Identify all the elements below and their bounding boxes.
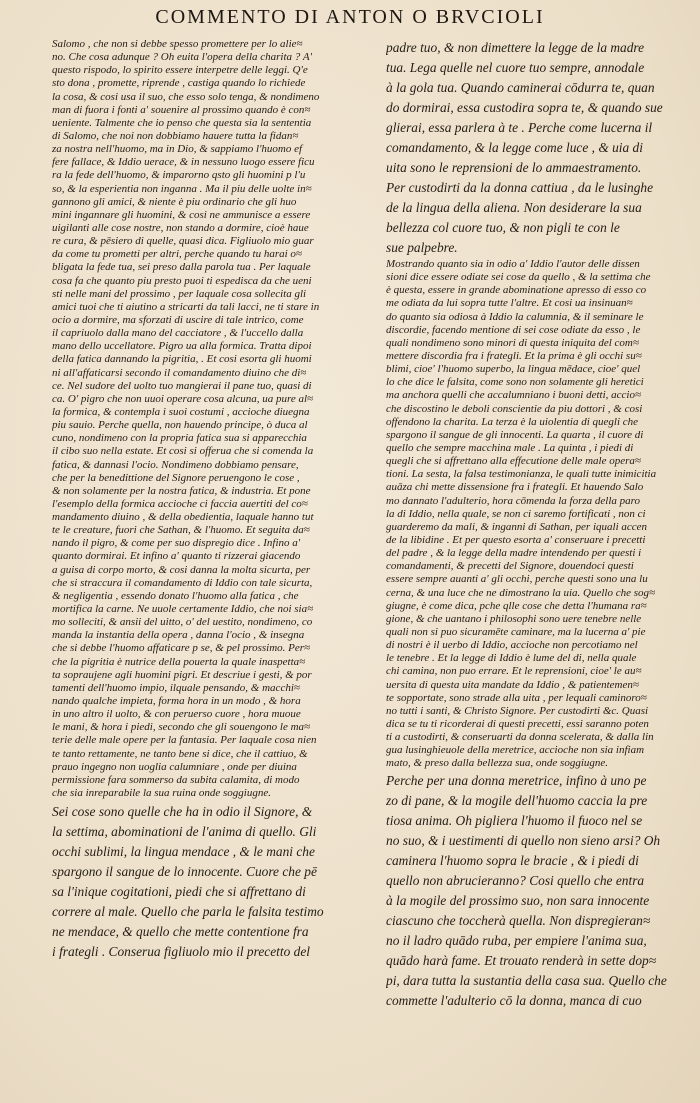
- commentary-line: in uno altro il uolto, & con peruerso cuore , hora muoue: [52, 708, 301, 721]
- commentary-line: gua lusinghieuole della meretrice, accioche non sia infiam: [386, 744, 645, 757]
- commentary-line: che si debbe l'huomo affaticare p se, & pel prossimo. Per≈: [52, 642, 311, 655]
- scripture-line: commette l'adulterio cō la donna, manca di cuo: [386, 993, 642, 1009]
- scripture-line: no suo, & i uestimenti di quello non sieno arsi? Oh: [386, 833, 661, 849]
- commentary-line: te le creature, fuori che Sathan, & l'huomo. Et seguita da≈: [52, 524, 310, 537]
- left-column: [52, 38, 364, 1078]
- commentary-line: so, & la esperientia non inganna . Ma il piu delle uolte in≈: [52, 182, 312, 195]
- commentary-line: del padre , & la legge della madre intendendo per questi i: [386, 547, 642, 560]
- scripture-line: tiosa anima. Oh pigliera l'huomo il fuoco nel se: [386, 813, 643, 829]
- commentary-line: quali non si puo sicuramēte caminare, ma la lucerna a' pie: [386, 625, 646, 638]
- commentary-line: mo solleciti, & ansii del uitto, o' del uestito, nondimeno, co: [52, 616, 313, 629]
- commentary-line: quello che sempre macchina male . La quinta , i piedi di: [386, 441, 634, 454]
- commentary-line: ma anchora quelli che accalumniano i buoni detti, accio≈: [386, 389, 642, 402]
- commentary-line: prauo ingegno non uoglia calumniare , onde per diuina: [52, 760, 297, 773]
- commentary-line: ni all'affaticarsi secondo il comandamento diuino che di≈: [52, 366, 307, 379]
- commentary-line: ocio a dormire, ma sforzati di uscire di tale intrico, come: [52, 313, 304, 326]
- commentary-line: offendono la charita. La terza è la uiolentia di quegli che: [386, 415, 639, 428]
- scripture-line: la settima, abominationi de l'anima di quello. Gli: [52, 824, 317, 840]
- commentary-line: gione, & che uantano i philosophi sono uere tenebre nelle: [386, 612, 642, 625]
- commentary-line: uigilanti alle cose nostre, non stando a dormire, cioè haue: [52, 221, 309, 234]
- commentary-line: lo che dice le falsita, come sono non solamente gli heretici: [386, 376, 644, 389]
- commentary-line: il capriuolo dalla mano del cacciatore , & l'uccello dalla: [52, 327, 304, 340]
- commentary-line: nando qualche impieta, forma hora in un modo , & hora: [52, 695, 301, 708]
- commentary-line: che si straccura il comandamento di Iddio con tale sicurta,: [52, 576, 313, 589]
- right-scripture-text: [386, 771, 686, 1011]
- scripture-line: correre al male. Quello che parla le falsita testimo: [52, 904, 324, 920]
- commentary-line: le mani, & hora i piedi, secondo che gli souengono le ma≈: [52, 721, 311, 734]
- commentary-line: questo rispodo, lo spirito essere interpetre delle leggi. Q'e: [52, 64, 308, 77]
- commentary-line: che discostino le deboli conscientie da piu dottori , & cosi: [386, 402, 643, 415]
- commentary-line: le tenebre . Et la legge di Iddio è lume del di, nella quale: [386, 652, 637, 665]
- scripture-line: pi, dara tutta la sustantia della casa sua. Quello che: [386, 973, 667, 989]
- commentary-line: no. Che cosa adunque ? Oh euita l'opera della charita ? A': [52, 51, 312, 64]
- commentary-line: giugne, è come dica, pche qlle cose che detta l'humana ra≈: [386, 599, 647, 612]
- commentary-line: gannono gli amici, & niente è piu ordinario che gli huo: [52, 195, 297, 208]
- commentary-line: tioni. La sesta, la falsa testimonianza, le quali tutte inimicitia: [386, 468, 657, 481]
- commentary-line: che sia inreparabile la sua ruina onde soggiugne.: [52, 787, 271, 800]
- commentary-line: bligata la fede tua, sei preso dalla parola tua . Per laquale: [52, 261, 311, 274]
- commentary-line: mato, & preso dalla bellezza sua, onde soggiugne.: [386, 757, 609, 770]
- scripture-line: Per custodirti da la donna cattiua , da le lusinghe: [386, 180, 654, 195]
- commentary-line: mini ingannare gli huomini, & cosi ne ammunisce a essere: [52, 208, 311, 221]
- commentary-line: che per la benedittione del Signore peruengono le cose ,: [52, 471, 300, 484]
- commentary-line: la di Iddio, nella quale, se non ci saremo fortificati , non ci: [386, 507, 646, 520]
- scripture-line: comandamento, & la legge come luce , & uia di: [386, 140, 643, 155]
- left-commentary-text: [52, 38, 364, 800]
- commentary-line: auāza chi mette dissensione fra i frategli. Et hauendo Salo: [386, 481, 644, 494]
- commentary-line: re cura, & pēsiero di quelle, quasi dica. Figliuolo mio guar: [52, 235, 314, 248]
- scripture-line: sa l'inique cogitationi, piedi che si affrettano di: [52, 884, 306, 900]
- commentary-line: manda la instantia della opera , danna l'ocio , & insegna: [52, 629, 305, 642]
- commentary-line: il cibo suo nella estate. Et cosi si offerua che si comenda la: [52, 445, 314, 458]
- right-column: [386, 38, 686, 1078]
- commentary-line: l'esemplo della formica accioche ci faccia auertiti del co≈: [52, 497, 308, 510]
- commentary-line: comandamenti, & precetti del Signore, douendoci questi: [386, 560, 634, 573]
- commentary-line: chi camina, non puo errare. Et le reprensioni, cioe' le au≈: [386, 665, 642, 678]
- commentary-line: cerna, & una luce che ne dimostrano la uia. Quello che sog≈: [386, 586, 656, 599]
- scripture-line: no il ladro quādo ruba, per empiere l'anima sua,: [386, 933, 647, 949]
- commentary-line: della fatica dannando la pigritia, . Et cosi esorta gli huomi: [52, 353, 312, 366]
- commentary-line: sto dona , promette, riprende , castiga quando lo richiede: [52, 77, 306, 90]
- running-header: COMMENTO DI ANTON O BRVCIOLI: [155, 6, 545, 28]
- scripture-line: do dormirai, essa custodira sopra te, & quando sue: [386, 100, 663, 115]
- commentary-line: Mostrando quanto sia in odio a' Iddio l'autor delle dissen: [386, 258, 640, 270]
- commentary-line: tamenti dell'huomo impio, ilquale pensando, & macchi≈: [52, 681, 300, 694]
- commentary-line: de la libidine . Et per questo esorta a' conseruare i precetti: [386, 533, 646, 546]
- scripture-line: occhi sublimi, la lingua mendace , & le mani che: [52, 844, 315, 860]
- commentary-line: fere fallace, & Iddio uerace, & in nessuno luogo essere ficu: [52, 156, 315, 169]
- commentary-line: za nostra nell'huomo, ma in Dio, & sappiamo l'huomo ef: [52, 143, 303, 156]
- scripture-line: sue palpebre.: [386, 240, 458, 255]
- scripture-line: caminera l'huomo sopra le bracie , & i piedi di: [386, 853, 639, 869]
- commentary-line: mortifica la carne. Ne uuole certamente Iddio, che noi sia≈: [52, 603, 314, 616]
- commentary-line: ueniente. Talmente che io penso che questa sia la sententia: [52, 116, 312, 129]
- scripture-line: quello non abrucieranno? Cosi quello che entra: [386, 873, 645, 889]
- scripture-line: Sei cose sono quelle che ha in odio il Signore, &: [52, 804, 313, 820]
- commentary-line: no tutti i santi, & Christo Signore. Per custodirti &c. Quasi: [386, 704, 649, 717]
- scripture-line: padre tuo, & non dimettere la legge de la madre: [386, 40, 645, 55]
- commentary-line: da come tu prometti per altri, perche quando tu harai o≈: [52, 248, 302, 261]
- scripture-line: uita sono le reprensioni de lo ammaestramento.: [386, 160, 642, 175]
- commentary-line: mano dello uccellatore. Pigro ua alla formica. Tratta dipoi: [52, 340, 312, 353]
- commentary-line: ti a custodirti, & conseruarti da donna scelerata, & dalla lin: [386, 731, 654, 744]
- commentary-line: è questa, essere in grande abominatione apresso di esso co: [386, 284, 647, 297]
- commentary-line: permissione fara sommerso da subita calamita, di modo: [52, 773, 300, 786]
- commentary-line: fatica, & dannasi l'ocio. Nondimeno dobbiamo pensare,: [52, 458, 299, 471]
- commentary-line: la formica, & contempla i suoi costumi , accioche diuegna: [52, 405, 310, 418]
- commentary-line: te tanto rettamente, ne tanto bene si dice, che il cattiuo, &: [52, 747, 308, 760]
- commentary-line: man di fuora i fonti a' souenire al prossimo quando è con≈: [52, 103, 311, 116]
- commentary-line: ta sopraujene agli huomini pigri. Et descriue i gesti, & por: [52, 668, 312, 681]
- commentary-line: essere sempre auanti a' gli occhi, perche questi sono una lu: [386, 573, 648, 586]
- commentary-line: cuno, nondimeno con la propria fatica sua si apparecchia: [52, 432, 307, 445]
- commentary-line: uersita di questa uita mandate da Iddio , & patientemen≈: [386, 678, 639, 691]
- commentary-line: sti nelle mani del prossimo , per laquale cosa sollecita gli: [52, 287, 307, 300]
- scripture-line: i frategli . Conserua figliuolo mio il precetto del: [52, 944, 310, 960]
- commentary-line: quali nondimeno sono minori di questa iniquita del com≈: [386, 336, 639, 349]
- commentary-line: quanto dormirai. Et infino a' quanto ti rizzerai giacendo: [52, 550, 301, 563]
- scripture-line: quādo harà fame. Et trouato renderà in sette dop≈: [386, 953, 657, 969]
- commentary-line: di nostri è il uerbo di Iddio, accioche non percotiamo nel: [386, 639, 638, 652]
- commentary-line: ra la fede dell'huomo, & imparorno qsto gli huomini p l'u: [52, 169, 306, 182]
- commentary-line: che la pigritia è nutrice della pouerta la quale inaspetta≈: [52, 655, 306, 668]
- commentary-line: terie delle male opere per la fantasia. Per laquale cosa nien: [52, 734, 317, 747]
- commentary-line: quegli che si affrettano alla effecutione delle male opera≈: [386, 455, 641, 468]
- commentary-line: piu sauio. Perche quella, non hauendo principe, ò duca al: [52, 419, 308, 432]
- scripture-line: ne mendace, & quello che mette contentione fra: [52, 924, 309, 940]
- scripture-line: glierai, essa parlera à te . Perche come lucerna il: [386, 120, 653, 135]
- commentary-line: me odiata da lui sopra tutte l'altre. Et cosi ua insinuan≈: [386, 297, 633, 310]
- commentary-line: a guisa di corpo morto, & cosi danna la molta sicurta, per: [52, 563, 311, 576]
- scripture-line: tua. Lega quelle nel cuore tuo sempre, annodale: [386, 60, 645, 75]
- commentary-line: cosa fa che quanto piu presto puoi ti espedisca da che ueni: [52, 274, 312, 287]
- scripture-line: à la gola tua. Quando caminerai cōdurra te, quan: [386, 80, 655, 95]
- scripture-line: zo di pane, & la mogile dell'huomo caccia la pre: [386, 793, 648, 809]
- commentary-line: mo dannato l'adulterio, hora cōmenda la forza della paro: [386, 494, 641, 507]
- commentary-line: mettere discordia fra i frategli. Et la prima è gli occhi su≈: [386, 349, 642, 362]
- commentary-line: amici tuoi che ti aiutino a stricarti da tali lacci, ne ti stare in: [52, 300, 320, 313]
- left-scripture-text: [52, 802, 364, 962]
- scripture-line: Perche per una donna meretrice, infino à uno pe: [386, 773, 647, 789]
- right-scripture-text-top: [386, 38, 686, 258]
- scripture-line: spargono il sangue de lo innocente. Cuore che pē: [52, 864, 317, 880]
- commentary-line: mandamento diuino , & della obedientia, laquale hanno tut: [52, 511, 314, 524]
- commentary-line: sioni dice essere odiate sei cose da quello , & la settima che: [386, 271, 651, 284]
- commentary-line: nando il pigro, & come per suo dispregio dice . Infino a': [52, 537, 301, 550]
- commentary-line: & negligentia , essendo donato l'huomo alla fatica , che: [52, 589, 299, 602]
- commentary-line: di Salomo, che noi non dobbiamo hauere tutta la fidan≈: [52, 129, 299, 142]
- commentary-line: Salomo , che non si debbe spesso promettere per lo alie≈: [52, 38, 303, 50]
- commentary-line: ce. Nel sudore del uolto tuo mangierai il pane tuo, quasi di: [52, 379, 312, 392]
- commentary-line: dica se tu ti ricorderai di questi precetti, essi saranno poten: [386, 717, 649, 730]
- commentary-line: guarderemo da mali, & inganni di Sathan, per iquali accen: [386, 520, 648, 533]
- scripture-line: bellezza col cuore tuo, & non pigli te con le: [386, 220, 620, 235]
- commentary-line: blimi, cioe' l'huomo superbo, la lingua mēdace, cioe' quel: [386, 363, 641, 376]
- commentary-line: do quanto sia odiosa à Iddio la calumnia, & il seminare le: [386, 310, 644, 323]
- commentary-line: discordie, facendo mentione di sei cose odiate da esso , le: [386, 323, 641, 336]
- commentary-line: spargono il sangue de gli innocenti. La quarta , il cuore di: [386, 428, 644, 441]
- scripture-line: de la lingua della aliena. Non desiderare la sua: [386, 200, 642, 215]
- right-commentary-text: [386, 258, 686, 770]
- scripture-line: ciascuno che toccherà quella. Non dispregieran≈: [386, 913, 651, 929]
- commentary-line: te sopportate, sono strade alla uita , per lequali caminoro≈: [386, 691, 647, 704]
- commentary-line: & non solamente per la nostra fatica, & industria. Et pone: [52, 484, 311, 497]
- commentary-line: la cosa, & cosi usa il suo, che esso solo tenga, & nondimeno: [52, 90, 320, 103]
- commentary-line: ca. O' pigro che non uuoi operare cosa alcuna, ua pure al≈: [52, 392, 314, 405]
- scripture-line: à la mogile del prossimo suo, non sara innocente: [386, 893, 650, 909]
